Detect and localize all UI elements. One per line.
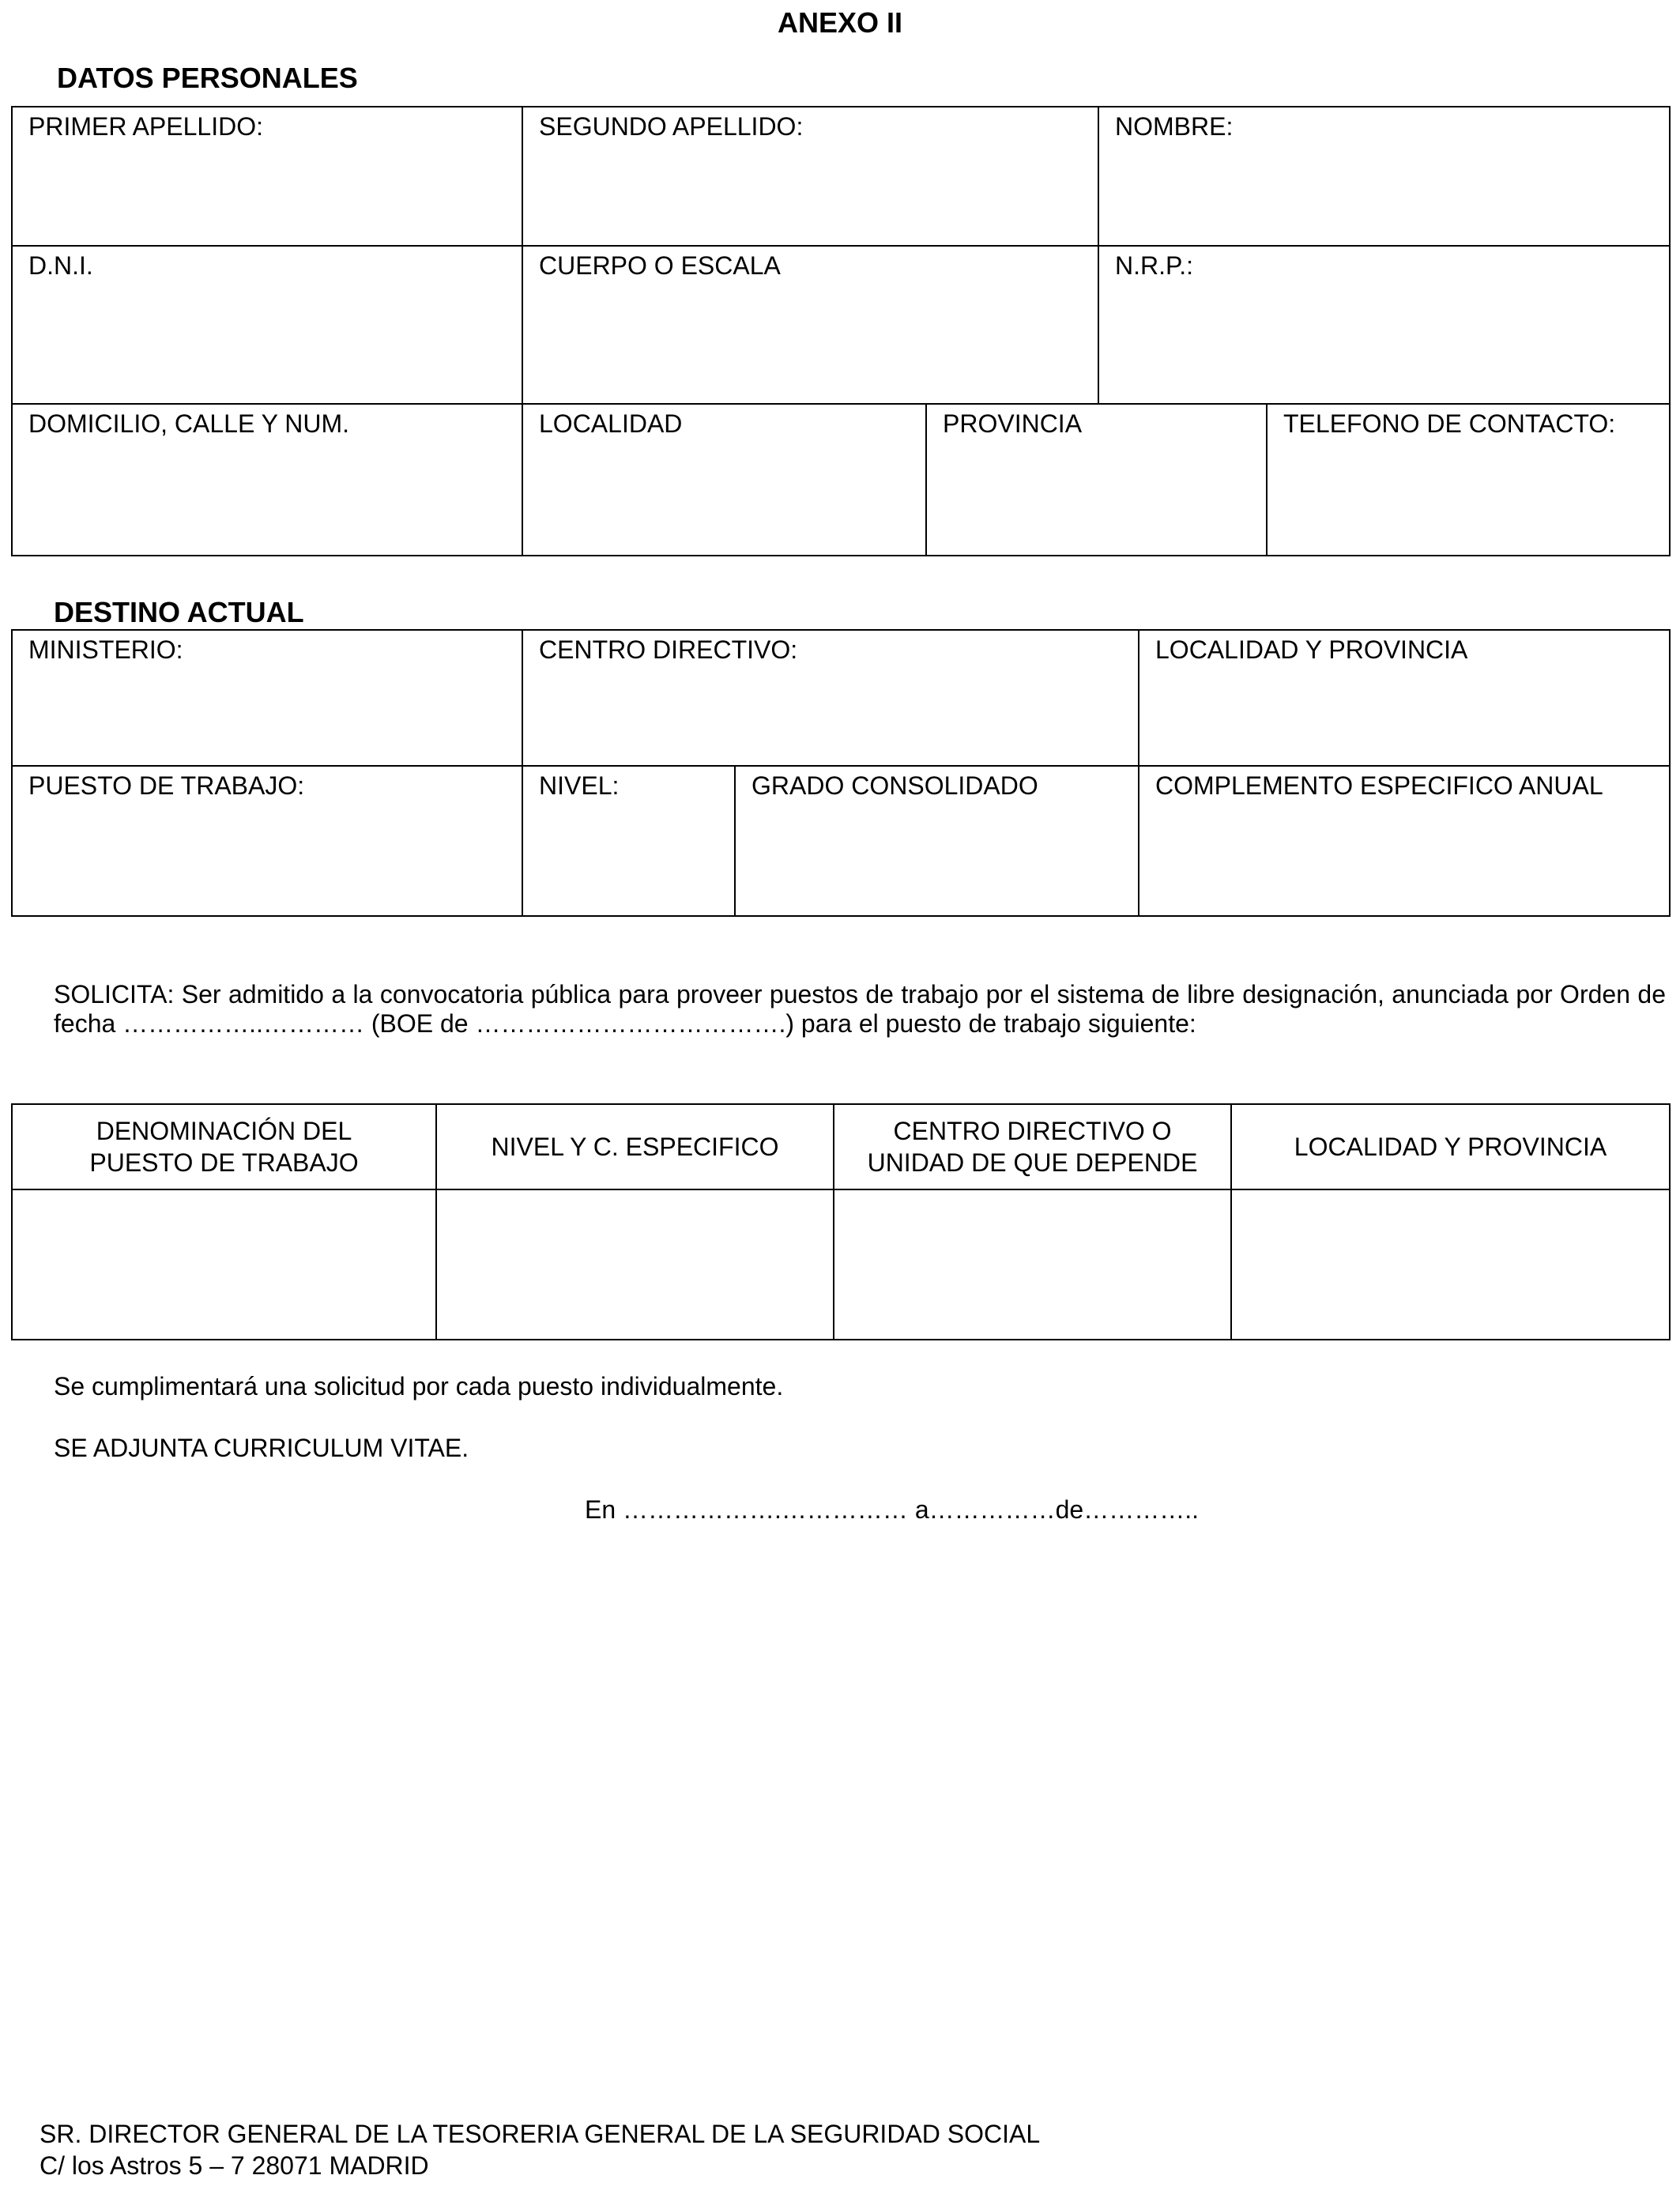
puesto-solicitado-table	[11, 1103, 1671, 1340]
col-header-localidad: LOCALIDAD Y PROVINCIA	[1231, 1104, 1670, 1189]
field-localidad-provincia[interactable]: LOCALIDAD Y PROVINCIA	[1139, 630, 1670, 766]
cell-denominacion[interactable]	[12, 1189, 436, 1340]
col-header-denominacion	[12, 1104, 436, 1189]
section-heading-destino-actual: DESTINO ACTUAL	[54, 596, 304, 628]
cell-nivel[interactable]	[436, 1189, 834, 1340]
col-header-centro-text: CENTRO DIRECTIVO O UNIDAD DE QUE DEPENDE	[867, 1117, 1198, 1177]
col-header-denominacion-text: DENOMINACIÓN DEL PUESTO DE TRABAJO	[89, 1117, 359, 1177]
field-telefono[interactable]: TELEFONO DE CONTACTO:	[1267, 404, 1670, 556]
field-grado-consolidado[interactable]: GRADO CONSOLIDADO	[735, 766, 1139, 916]
field-nombre[interactable]: NOMBRE:	[1098, 107, 1670, 246]
col-header-centro	[834, 1104, 1231, 1189]
field-ministerio[interactable]: MINISTERIO:	[12, 630, 522, 766]
field-nivel[interactable]: NIVEL:	[522, 766, 735, 916]
cell-localidad[interactable]	[1231, 1189, 1670, 1340]
note-text: Se cumplimentará una solicitud por cada puesto individualmente.	[54, 1372, 784, 1400]
document-title: ANEXO II	[777, 6, 903, 39]
field-dni[interactable]: D.N.I.	[12, 246, 522, 404]
destino-actual-table-a	[11, 629, 1671, 767]
cell-centro[interactable]	[834, 1189, 1231, 1340]
field-puesto-trabajo[interactable]: PUESTO DE TRABAJO:	[12, 766, 522, 916]
field-centro-directivo[interactable]: CENTRO DIRECTIVO:	[522, 630, 1139, 766]
solicita-paragraph: SOLICITA: Ser admitido a la convocatoria pública para proveer puestos de trabajo por el sistema de libre designación, anunciada por Orden de fecha ……………..………… (BOE de ……………………………….) para el puesto de trabajo siguiente:	[54, 980, 1666, 1038]
field-cuerpo-escala[interactable]: CUERPO O ESCALA	[522, 246, 1098, 404]
footer-addressee: SR. DIRECTOR GENERAL DE LA TESORERIA GENERAL DE LA SEGURIDAD SOCIAL	[40, 2120, 1041, 2148]
field-nrp[interactable]: N.R.P.:	[1098, 246, 1670, 404]
adjunta-text: SE ADJUNTA CURRICULUM VITAE.	[54, 1434, 469, 1462]
field-primer-apellido[interactable]: PRIMER APELLIDO:	[12, 107, 522, 246]
field-segundo-apellido[interactable]: SEGUNDO APELLIDO:	[522, 107, 1098, 246]
field-complemento-especifico[interactable]: COMPLEMENTO ESPECIFICO ANUAL	[1139, 766, 1670, 916]
datos-personales-table-a	[11, 106, 1671, 405]
field-provincia[interactable]: PROVINCIA	[926, 404, 1267, 556]
field-domicilio[interactable]: DOMICILIO, CALLE Y NUM.	[12, 404, 522, 556]
destino-actual-table-b	[11, 765, 1671, 917]
datos-personales-table-b	[11, 403, 1671, 556]
col-header-nivel: NIVEL Y C. ESPECIFICO	[436, 1104, 834, 1189]
section-heading-datos-personales: DATOS PERSONALES	[57, 62, 358, 94]
date-line: En ……………….…………… a……………de…………..	[585, 1495, 1199, 1524]
field-localidad[interactable]: LOCALIDAD	[522, 404, 926, 556]
footer-address: C/ los Astros 5 – 7 28071 MADRID	[40, 2151, 429, 2180]
